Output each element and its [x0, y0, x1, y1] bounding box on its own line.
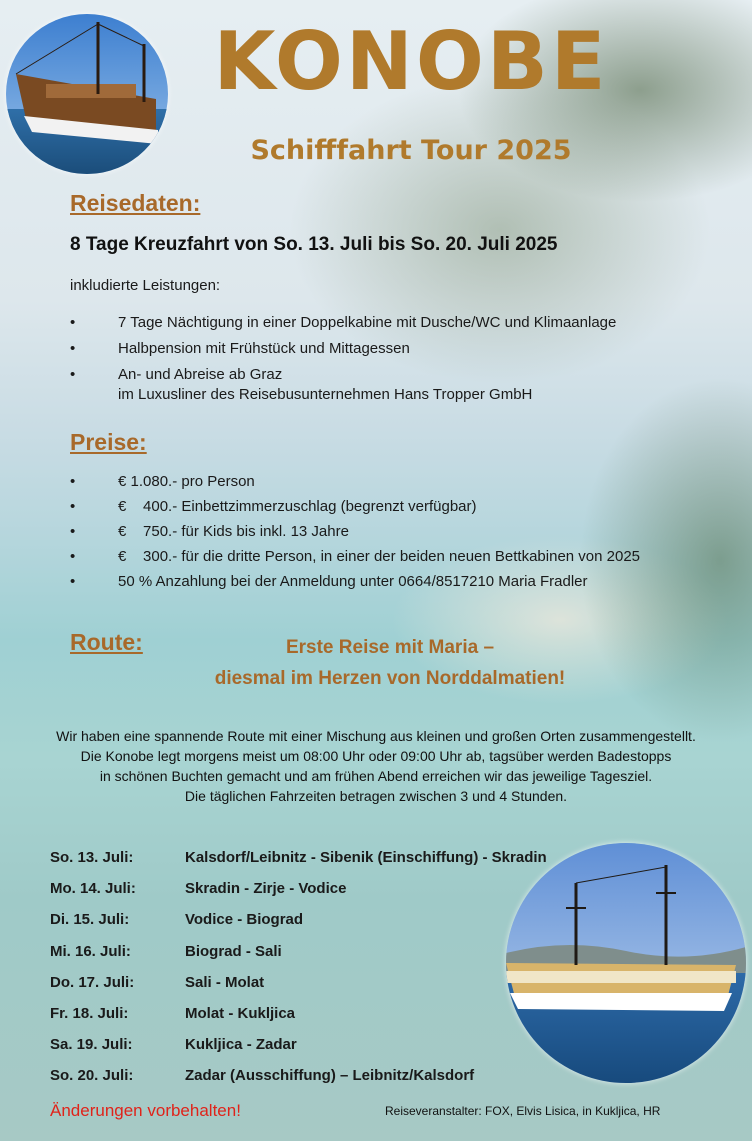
itinerary-stops: Sali - Molat [185, 973, 265, 991]
route-tagline-line-2: diesmal im Herzen von Norddalmatien! [214, 668, 566, 689]
bullet-icon: • [70, 340, 76, 357]
price-text: € 1.080.- pro Person [118, 473, 255, 490]
route-intro-line: Wir haben eine spannende Route mit einer Mischung aus kleinen und großen Orten zusammengestellt. [56, 728, 696, 744]
price-text: € 300.- für die dritte Person, in einer der beiden neuen Bettkabinen von 2025 [118, 548, 641, 565]
itinerary-day: Mi. 16. Juli: [50, 942, 131, 960]
itinerary-day: Do. 17. Juli: [50, 973, 135, 991]
ship-photo-bottom [506, 843, 746, 1083]
bullet-icon: • [70, 314, 76, 331]
price-text: 50 % Anzahlung bei der Anmeldung unter 0664/8517210 Maria Fradler [118, 573, 588, 590]
bullet-icon: • [70, 548, 76, 565]
itinerary-stops: Zadar (Ausschiffung) – Leibnitz/Kalsdorf [185, 1067, 475, 1085]
route-intro-line: in schönen Buchten gemacht und am frühen Abend erreichen wir das jeweilige Tagesziel. [99, 768, 653, 784]
list-item [0, 339, 616, 359]
service-text: Halbpension mit Frühstück und Mittagessen [118, 340, 410, 357]
itinerary-day: Mo. 14. Juli: [50, 880, 136, 898]
travel-dates-heading: Reisedaten: [70, 190, 201, 216]
route-intro-line: Die täglichen Fahrzeiten betragen zwischen 3 und 4 Stunden. [184, 788, 568, 804]
list-item [0, 472, 640, 492]
list-item [0, 522, 640, 542]
itinerary-stops: Vodice - Biograd [185, 911, 304, 929]
itinerary-day: So. 20. Juli: [50, 1067, 134, 1085]
prices-list [0, 472, 640, 597]
prices-heading: Preise: [70, 429, 147, 455]
itinerary-stops: Kukljica - Zadar [185, 1036, 297, 1054]
itinerary-stops: Molat - Kukljica [185, 1004, 296, 1022]
itinerary-stops: Biograd - Sali [185, 942, 282, 960]
bullet-icon: • [70, 366, 76, 383]
service-subtext: im Luxusliner des Reisebusunternehmen Hans Tropper GmbH [118, 386, 533, 403]
list-item [0, 497, 640, 517]
route-intro-line: Die Konobe legt morgens meist um 08:00 Uhr oder 09:00 Uhr ab, tagsüber werden Badestopps [80, 748, 672, 764]
itinerary-stops: Skradin - Zirje - Vodice [185, 880, 347, 898]
disclaimer-text: Änderungen vorbehalten! [50, 1101, 241, 1120]
page-title: KONOBE [213, 15, 609, 108]
organizer-text: Reiseveranstalter: FOX, Elvis Lisica, in Kukljica, HR [385, 1104, 661, 1118]
bullet-icon: • [70, 498, 76, 515]
itinerary-stops: Kalsdorf/Leibnitz - Sibenik (Einschiffung) - Skradin [185, 849, 547, 866]
itinerary-day: Sa. 19. Juli: [50, 1036, 133, 1054]
price-text: € 400.- Einbettzimmerzuschlag (begrenzt verfügbar) [118, 498, 477, 515]
list-item [0, 547, 640, 567]
itinerary-day: So. 13. Juli: [50, 849, 134, 866]
bullet-icon: • [70, 573, 76, 590]
services-list [0, 313, 616, 411]
bullet-icon: • [70, 523, 76, 540]
page-subtitle: Schifffahrt Tour 2025 [250, 135, 572, 166]
ship-photo-top [6, 14, 168, 174]
itinerary-day: Di. 15. Juli: [50, 911, 130, 929]
price-text: € 750.- für Kids bis inkl. 13 Jahre [118, 523, 349, 540]
route-heading: Route: [70, 629, 143, 655]
bullet-icon: • [70, 473, 76, 490]
route-tagline [180, 632, 600, 694]
list-item [0, 365, 616, 405]
route-intro [0, 726, 752, 806]
service-text: An- und Abreise ab Graz [118, 366, 283, 383]
list-item [0, 572, 640, 592]
list-item [0, 313, 616, 333]
route-tagline-line-1: Erste Reise mit Maria – [285, 637, 495, 658]
trip-headline: 8 Tage Kreuzfahrt von So. 13. Juli bis So. 20. Juli 2025 [70, 234, 558, 255]
service-text: 7 Tage Nächtigung in einer Doppelkabine mit Dusche/WC und Klimaanlage [118, 314, 617, 331]
services-label: inkludierte Leistungen: [70, 277, 221, 294]
itinerary-day: Fr. 18. Juli: [50, 1004, 129, 1022]
